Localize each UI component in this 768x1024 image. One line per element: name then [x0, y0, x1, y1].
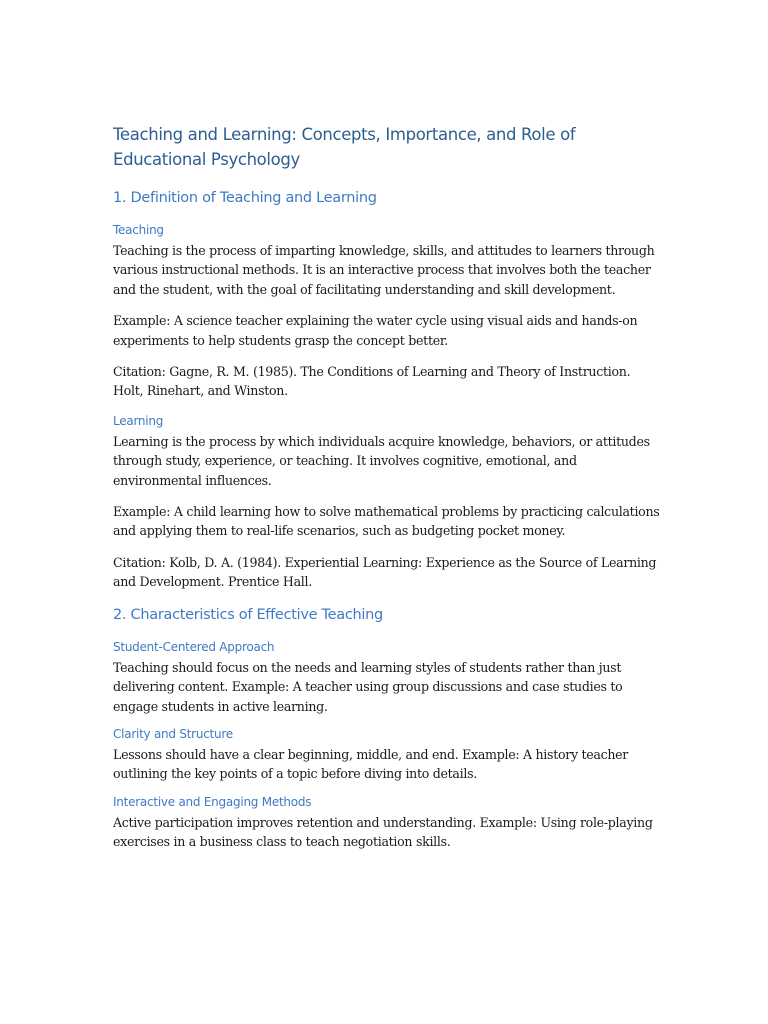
paragraph-learning-citation: Citation: Kolb, D. A. (1984). Experiential Learning: Experience as the Source of Learning and Development. Prentice Hall.	[113, 554, 657, 590]
document-page	[113, 122, 661, 862]
paragraph-learning-example: Example: A child learning how to solve mathematical problems by practicing calculations and applying them to real-life scenarios, such as budgeting pocket money.	[113, 504, 660, 539]
subsection-heading-learning: Learning	[113, 413, 164, 428]
subsection-heading-student-centered: Student-Centered Approach	[113, 639, 275, 654]
document-title: Teaching and Learning: Concepts, Importance, and Role of Educational Psychology	[113, 125, 576, 169]
paragraph-teaching-example: Example: A science teacher explaining the water cycle using visual aids and hands-on experiments to help students grasp the concept better.	[113, 313, 638, 348]
paragraph-clarity: Lessons should have a clear beginning, middle, and end. Example: A history teacher outlining the key points of a topic before diving into details.	[113, 746, 629, 782]
section-heading-characteristics: 2. Characteristics of Effective Teaching	[113, 606, 383, 623]
section-heading-definition: 1. Definition of Teaching and Learning	[113, 190, 377, 206]
paragraph-student-centered: Teaching should focus on the needs and learning styles of students rather than just delivering content. Example: A teacher using group discussions and case studies to engage students in active learning.	[113, 659, 623, 714]
paragraph-teaching-citation: Citation: Gagne, R. M. (1985). The Conditions of Learning and Theory of Instruction. Holt, Rinehart, and Winston.	[113, 364, 631, 399]
subsection-heading-teaching: Teaching	[113, 223, 164, 237]
paragraph-teaching-definition: Teaching is the process of imparting knowledge, skills, and attitudes to learners through various instructional methods. It is an interactive process that involves both the teacher and the student, with the goal of facilitating understanding and skill development.	[113, 243, 655, 297]
paragraph-interactive: Active participation improves retention and understanding. Example: Using role-playing exercises in a business class to teach negotiation skills.	[113, 814, 653, 850]
subsection-heading-clarity: Clarity and Structure	[113, 726, 233, 741]
subsection-heading-interactive: Interactive and Engaging Methods	[113, 794, 312, 809]
paragraph-learning-definition: Learning is the process by which individuals acquire knowledge, behaviors, or attitudes through study, experience, or teaching. It involves cognitive, emotional, and environmental influences.	[113, 433, 650, 488]
